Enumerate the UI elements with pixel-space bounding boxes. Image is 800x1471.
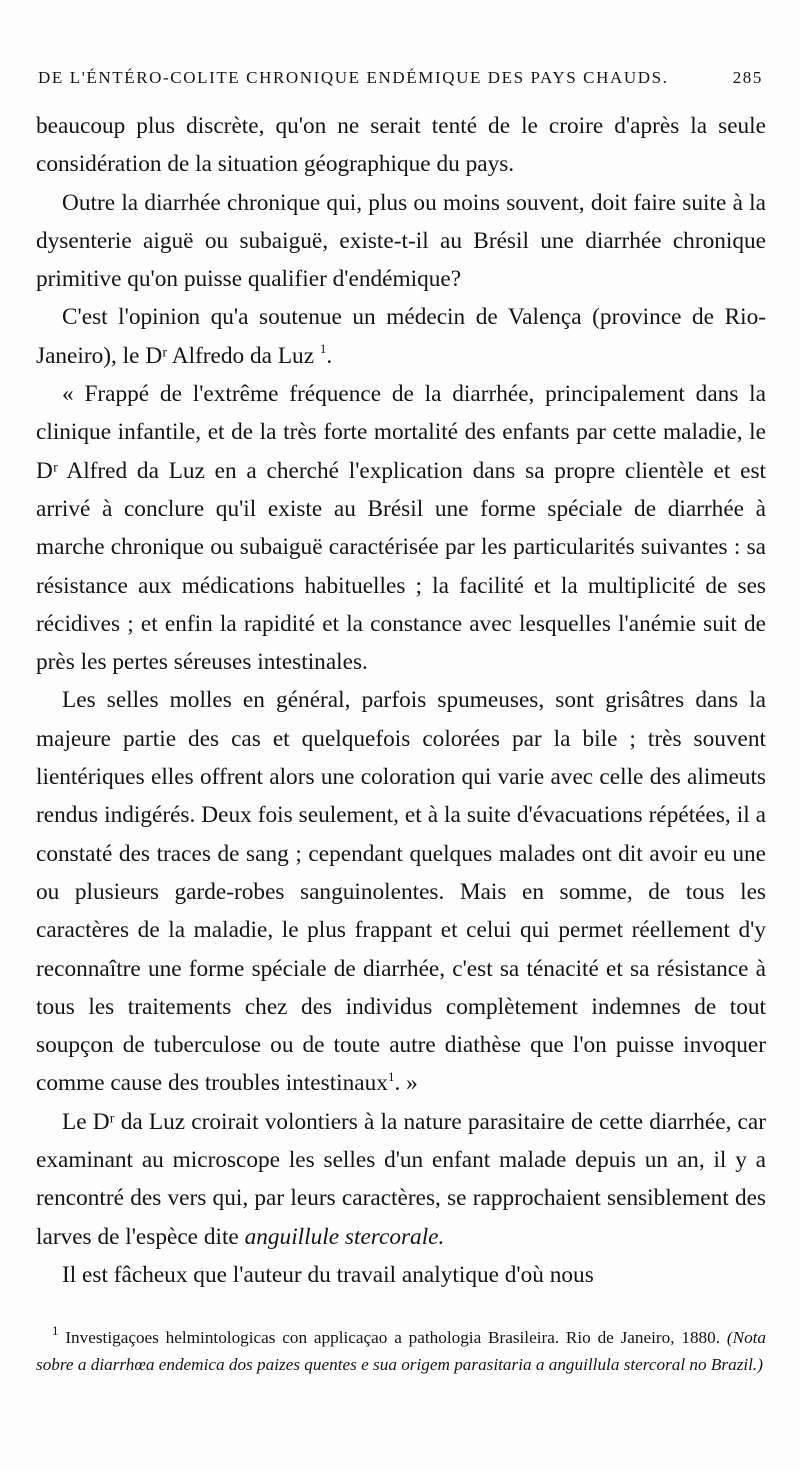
- paragraph-opinion-text: C'est l'opinion qu'a soutenue un médecin de Valença (province de Rio-Janeiro), le Dʳ Alfredo da Luz: [36, 304, 766, 369]
- species-name: anguillule stercorale.: [244, 1223, 445, 1250]
- paragraph-parasite: [36, 1103, 766, 1256]
- paragraph-continued: beaucoup plus discrète, qu'on ne serait tenté de le croire d'après la seule considération de la situation géographique du pays.: [36, 113, 766, 178]
- running-title: DE L'ÉNTÉRO-COLITE CHRONIQUE ENDÉMIQUE DES PAYS CHAUDS.: [38, 68, 669, 87]
- footnote-entry: [36, 1324, 766, 1378]
- paragraph-stools: [36, 681, 766, 1102]
- page-number: 285: [732, 68, 763, 87]
- paragraph-question: Outre la diarrhée chronique qui, plus ou moins souvent, doit faire suite à la dysenterie aiguë ou subaiguë, existe-t-il au Brésil une diarrhée chronique primitive qu'on puisse qualifier d'endémique?: [36, 189, 766, 293]
- paragraph-parasite-text: Le Dʳ da Luz croirait volontiers à la nature parasitaire de cette diarrhée, car examinant au microscope les selles d'un enfant malade depuis un an, il y a rencontré des vers qui, par leurs caractères, se rapprochaient sensiblement des larves de l'espèce dite: [36, 1108, 766, 1250]
- footnote-ref: 1: [387, 1068, 395, 1084]
- footnote-italic: (Nota sobre a diarrhœa endemica dos paizes quentes e sua origem parasitaria a anguillula stercoral no Brazil.): [36, 1328, 767, 1374]
- paragraph-last: Il est fâcheux que l'auteur du travail analytique d'où nous: [62, 1261, 594, 1288]
- footnote: [36, 1324, 766, 1378]
- running-head: [38, 68, 763, 88]
- paragraph-stools-text: Les selles molles en général, parfois spumeuses, sont grisâtres dans la majeure partie des cas et quelquefois colorées par la bile ; très souvent lientériques elles offrent alors une coloration qui varie avec celle des alimeuts rendus indigérés. Deux fois seulement, et à la suite d'évacuations répétées, il a constaté des traces de sang ; cependant quelques malades ont dit avoir eu une ou plusieurs garde-robes sanguinolentes. Mais en somme, de tous les caractères de la maladie, le plus frappant et celui qui permet réellement d'y reconnaître une forme spéciale de diarrhée, c'est sa ténacité et sa résistance à tous les traitements chez des individus complètement indemnes de tout soupçon de tuberculose ou de toute autre diathèse que l'on puisse invoquer comme cause des troubles intestinaux: [36, 687, 766, 1097]
- body-text: [36, 107, 766, 1294]
- footnote-marker: 1: [52, 1323, 59, 1339]
- quote-close: . »: [394, 1070, 418, 1097]
- paragraph-quote-start: « Frappé de l'extrême fréquence de la diarrhée, principalement dans la clinique infantile, et de la très forte mortalité des enfants par cette maladie, le Dʳ Alfred da Luz en a cherché l'explication dans sa propre clientèle et est arrivé à conclure qu'il existe au Brésil une forme spéciale de diarrhée à marche chronique ou subaiguë caractérisée par les particularités suivantes : sa résistance aux médications habituelles ; la facilité et la multiplicité de ses récidives ; et enfin la rapidité et la constance avec lesquelles l'anémie suit de près les pertes séreuses intestinales.: [36, 381, 766, 676]
- footnote-ref: 1: [319, 341, 327, 357]
- paragraph-opinion: C'est l'opinion qu'a soutenue un médecin de Valença (province de Rio-Janeiro), le Dʳ Alfredo da Luz $^1$.: [36, 304, 766, 369]
- footnote-text: Investigaçoes helmintologicas con applicaçao a pathologia Brasileira. Rio de Janeiro, 1880.: [65, 1328, 721, 1347]
